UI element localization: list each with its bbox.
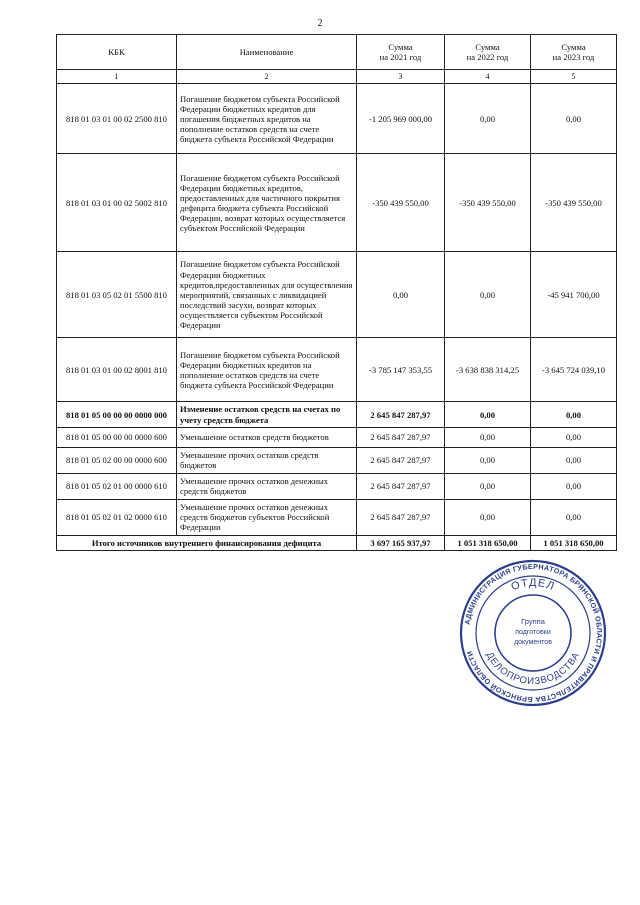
sum-2023-cell: 0,00 <box>531 402 617 427</box>
kbk-cell: 818 01 05 00 00 00 0000 000 <box>57 402 177 427</box>
sum-2022-cell: 0,00 <box>445 427 531 447</box>
sum-2023-cell: -3 645 724 039,10 <box>531 338 617 402</box>
sum-2022-cell: -350 439 550,00 <box>445 154 531 252</box>
name-cell: Погашение бюджетом субъекта Российской Федерации бюджетных кредитов,предоставленных для осуществления мероприятий, связанных с ликвидацией последствий засухи, возврат которых осуществляется субъектом Российской Федерации <box>177 252 357 338</box>
page-number: 2 <box>317 18 323 29</box>
sum-2023-cell: 0,00 <box>531 499 617 535</box>
column-index: 1 <box>57 70 177 84</box>
column-index: 4 <box>445 70 531 84</box>
sum-2021-cell: 2 645 847 287,97 <box>357 427 445 447</box>
sum-2023-cell: -350 439 550,00 <box>531 154 617 252</box>
sum-2022-cell: 0,00 <box>445 402 531 427</box>
sum-2022-cell: 0,00 <box>445 84 531 154</box>
sum-2021-cell: -3 785 147 353,55 <box>357 338 445 402</box>
sum-2023-cell: 0,00 <box>531 84 617 154</box>
header-sum-2023-line1: Сумма <box>561 41 586 52</box>
name-cell: Уменьшение прочих остатков денежных средств бюджетов <box>177 473 357 499</box>
sum-2021-cell: 2 645 847 287,97 <box>357 447 445 473</box>
kbk-cell: 818 01 03 05 02 01 5500 810 <box>57 252 177 338</box>
table-row <box>57 84 617 154</box>
sum-2022-cell: 0,00 <box>445 499 531 535</box>
table-row <box>57 473 617 499</box>
total-label: Итого источников внутреннего финансирования дефицита <box>57 535 357 550</box>
column-index-row <box>57 70 617 84</box>
name-cell: Уменьшение остатков средств бюджетов <box>177 427 357 447</box>
name-cell: Изменение остатков средств на счетах по учету средств бюджета <box>177 402 357 427</box>
sum-2022-cell: 0,00 <box>445 447 531 473</box>
sum-2021-cell: -1 205 969 000,00 <box>357 84 445 154</box>
stamp-department-label: ОТДЕЛ <box>509 576 557 594</box>
name-cell: Уменьшение прочих остатков денежных средств бюджетов субъектов Российской Федерации <box>177 499 357 535</box>
header-sum-2023 <box>531 35 617 70</box>
svg-text:ОТДЕЛ <box>510 577 557 593</box>
table-row <box>57 338 617 402</box>
sum-2022-cell: -3 638 838 314,25 <box>445 338 531 402</box>
svg-text:ДЕЛОПРОИЗВОДСТВА <box>484 650 582 687</box>
stamp-center-line: документов <box>514 639 552 646</box>
sum-2022-cell: 0,00 <box>445 473 531 499</box>
header-name: Наименование <box>177 35 357 70</box>
total-2021: 3 697 165 937,97 <box>357 535 445 550</box>
total-2022: 1 051 318 650,00 <box>445 535 531 550</box>
header-sum-2022-line1: Сумма <box>475 41 500 52</box>
table-row <box>57 154 617 252</box>
stamp-outer-text: АДМИНИСТРАЦИЯ ГУБЕРНАТОРА БРЯНСКОЙ ОБЛАСТИ И ПРАВИТЕЛЬСТВА БРЯНСКОЙ ОБЛАСТИ <box>462 561 605 705</box>
kbk-cell: 818 01 03 01 00 02 8001 810 <box>57 338 177 402</box>
kbk-cell: 818 01 05 02 01 00 0000 610 <box>57 473 177 499</box>
sources-of-financing-table <box>56 34 617 551</box>
name-cell: Погашение бюджетом субъекта Российской Федерации бюджетных кредитов для погашения бюджетных кредитов на пополнение остатков средств на счете бюджета субъекта Российской Федерации <box>177 84 357 154</box>
stamp-records-label: ДЕЛОПРОИЗВОДСТВА <box>483 650 583 688</box>
sum-2021-cell: 2 645 847 287,97 <box>357 499 445 535</box>
table-row <box>57 447 617 473</box>
table-row <box>57 427 617 447</box>
kbk-cell: 818 01 03 01 00 02 5002 810 <box>57 154 177 252</box>
name-cell: Уменьшение прочих остатков средств бюджетов <box>177 447 357 473</box>
column-index: 2 <box>177 70 357 84</box>
sum-2023-cell: 0,00 <box>531 473 617 499</box>
sum-2021-cell: 0,00 <box>357 252 445 338</box>
name-cell: Погашение бюджетом субъекта Российской Федерации бюджетных кредитов на пополнение остатков средств на счете бюджета субъекта Российской Федерации <box>177 338 357 402</box>
kbk-cell: 818 01 05 02 01 02 0000 610 <box>57 499 177 535</box>
sum-2023-cell: 0,00 <box>531 447 617 473</box>
table-body <box>57 84 617 535</box>
header-sum-2021 <box>357 35 445 70</box>
stamp-center-line: Группа <box>521 617 545 626</box>
total-2023: 1 051 318 650,00 <box>531 535 617 550</box>
kbk-cell: 818 01 05 00 00 00 0000 600 <box>57 427 177 447</box>
header-sum-2022 <box>445 35 531 70</box>
column-index: 5 <box>531 70 617 84</box>
table-row <box>57 402 617 427</box>
header-sum-2021-line2: на 2021 год <box>379 52 422 62</box>
sum-2021-cell: 2 645 847 287,97 <box>357 473 445 499</box>
header-sum-2022-line2: на 2022 год <box>466 52 509 62</box>
sum-2023-cell: 0,00 <box>531 427 617 447</box>
table-row <box>57 499 617 535</box>
sum-2021-cell: -350 439 550,00 <box>357 154 445 252</box>
header-sum-2023-line2: на 2023 год <box>552 52 595 62</box>
sum-2021-cell: 2 645 847 287,97 <box>357 402 445 427</box>
kbk-cell: 818 01 05 02 00 00 0000 600 <box>57 447 177 473</box>
header-row <box>57 35 617 70</box>
table-row <box>57 252 617 338</box>
header-sum-2021-line1: Сумма <box>388 41 413 52</box>
column-index: 3 <box>357 70 445 84</box>
name-cell: Погашение бюджетом субъекта Российской Федерации бюджетных кредитов, предоставленных для частичного покрытия дефицита бюджета субъекта Российской Федерации, возврат которых осуществляется субъектом Российской Федерации <box>177 154 357 252</box>
sum-2022-cell: 0,00 <box>445 252 531 338</box>
stamp-center-line: подготовки <box>515 629 551 636</box>
office-stamp <box>458 558 608 708</box>
kbk-cell: 818 01 03 01 00 02 2500 810 <box>57 84 177 154</box>
header-kbk: КБК <box>57 35 177 70</box>
sum-2023-cell: -45 941 700,00 <box>531 252 617 338</box>
total-row <box>57 535 617 550</box>
